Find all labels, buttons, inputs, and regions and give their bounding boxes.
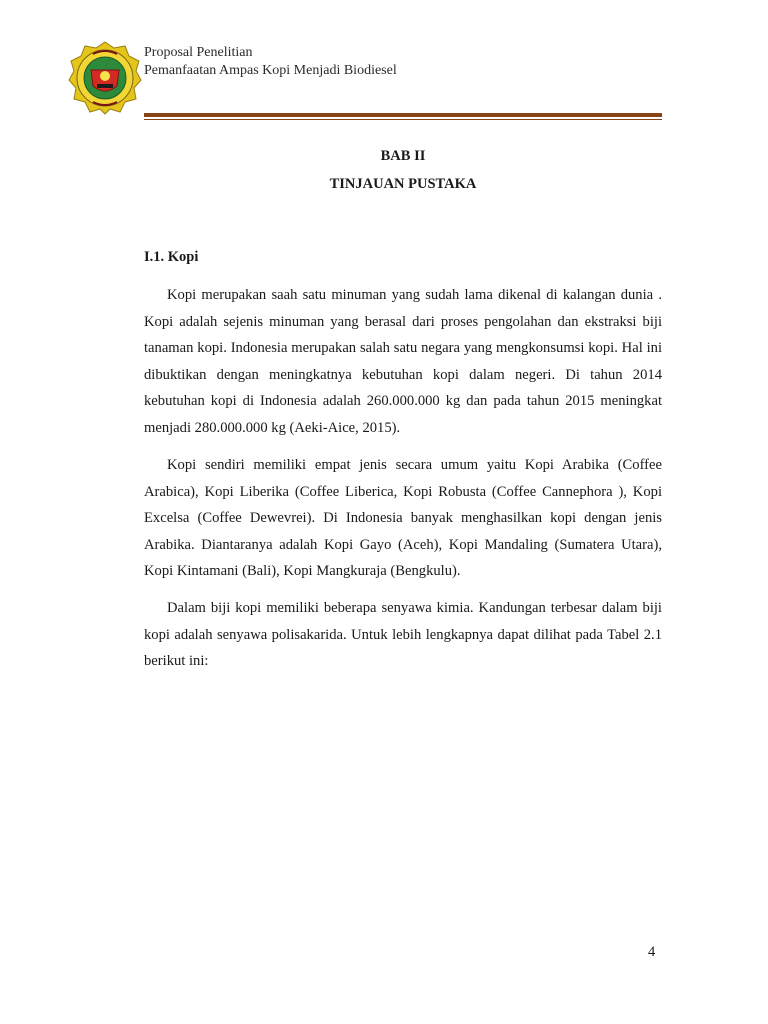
header-rule-thick	[144, 113, 662, 117]
body-paragraph-3: Dalam biji kopi memiliki beberapa senyawa kimia. Kandungan terbesar dalam biji kopi adalah senyawa polisakarida. Untuk lebih lengkapnya dapat dilihat pada Tabel 2.1 berikut ini:	[144, 600, 662, 669]
chapter-number: BAB II	[380, 148, 426, 164]
university-seal-icon	[67, 40, 143, 116]
header-line-proposal: Proposal Penelitian	[144, 45, 253, 60]
body-paragraph-1: Kopi merupakan saah satu minuman yang sudah lama dikenal di kalangan dunia . Kopi adalah sejenis minuman yang berasal dari proses pengolahan dan ekstraksi biji tanaman kopi. Indonesia merupakan salah satu negara yang mengkonsumsi kopi. Hal ini dibuktikan dengan meningkatnya kebutuhan kopi dalam negeri. Di tahun 2014 kebutuhan kopi di Indonesia adalah 260.000.000 kg dan pada tahun 2015 meningkat menjadi 280.000.000 kg (Aeki-Aice, 2015).	[144, 287, 662, 436]
chapter-title: TINJAUAN PUSTAKA	[329, 176, 477, 192]
header-line-title: Pemanfaatan Ampas Kopi Menjadi Biodiesel	[144, 63, 397, 78]
page-number: 4	[648, 944, 656, 960]
body-paragraph-2: Kopi sendiri memiliki empat jenis secara umum yaitu Kopi Arabika (Coffee Arabica), Kopi Liberika (Coffee Liberica, Kopi Robusta (Coffee Cannephora ), Kopi Excelsa (Coffee Dewevrei). Di Indonesia banyak menghasilkan kopi dengan jenis Arabika. Diantaranya adalah Kopi Gayo (Aceh), Kopi Mandaling (Sumatera Utara), Kopi Kintamani (Bali), Kopi Mangkuraja (Bengkulu).	[144, 457, 662, 579]
document-header	[144, 44, 397, 80]
section-heading: I.1. Kopi	[144, 249, 199, 265]
header-rule-thin	[144, 119, 662, 120]
